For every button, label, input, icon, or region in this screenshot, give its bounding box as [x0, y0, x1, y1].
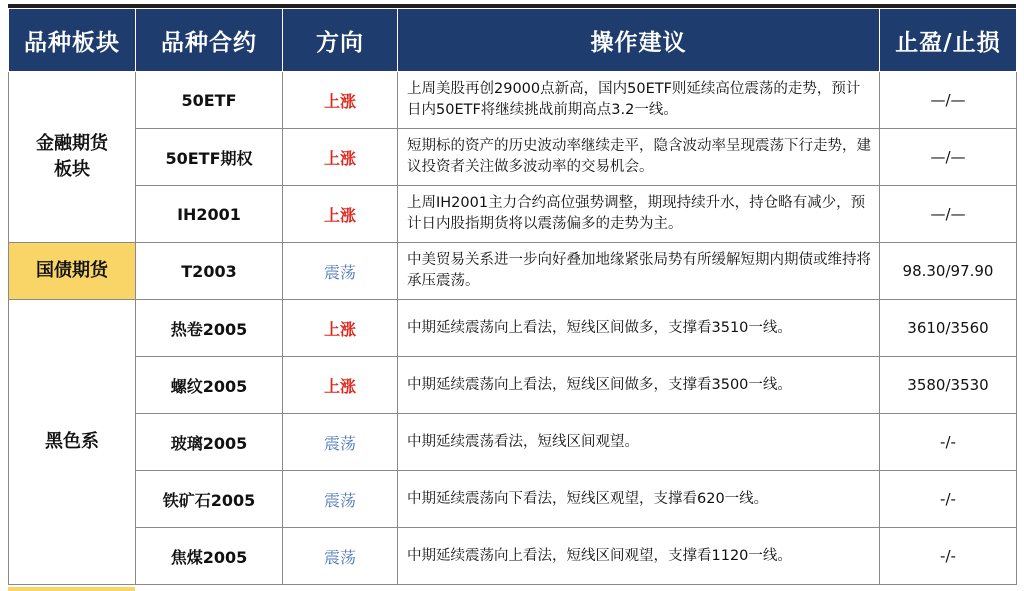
- advice-cell: 中期延续震荡向下看法，短线区观望，支撑看620一线。: [398, 471, 880, 528]
- table-row: [9, 471, 1017, 528]
- header-direction: 方向: [283, 9, 398, 72]
- sector-black: 黑色系: [9, 300, 136, 585]
- direction-cell: 上涨: [283, 300, 398, 357]
- stop-cell: -/-: [880, 414, 1017, 471]
- stop-cell: 98.30/97.90: [880, 243, 1017, 300]
- contract-cell: 铁矿石2005: [136, 471, 283, 528]
- header-contract: 品种合约: [136, 9, 283, 72]
- advice-cell: 中美贸易关系进一步向好叠加地缘紧张局势有所缓解短期内期债或维持将承压震荡。: [398, 243, 880, 300]
- header-row: [9, 9, 1017, 72]
- direction-cell: 上涨: [283, 357, 398, 414]
- table-row: [9, 300, 1017, 357]
- table-row: [9, 129, 1017, 186]
- futures-advice-table: [8, 8, 1017, 585]
- direction-cell: 上涨: [283, 72, 398, 129]
- table-row: [9, 243, 1017, 300]
- stop-cell: -/-: [880, 471, 1017, 528]
- contract-cell: IH2001: [136, 186, 283, 243]
- contract-cell: 焦煤2005: [136, 528, 283, 585]
- contract-cell: 玻璃2005: [136, 414, 283, 471]
- sector-finance: [9, 72, 136, 243]
- stop-cell: 3610/3560: [880, 300, 1017, 357]
- advice-cell: 中期延续震荡向上看法，短线区间观望，支撑看1120一线。: [398, 528, 880, 585]
- header-stop: 止盈/止损: [880, 9, 1017, 72]
- header-sector: 品种板块: [9, 9, 136, 72]
- direction-cell: 震荡: [283, 471, 398, 528]
- advice-cell: 上周IH2001主力合约高位强势调整，期现持续升水，持仓略有减少，预计日内股指期货将以震荡偏多的走势为主。: [398, 186, 880, 243]
- table-row: [9, 186, 1017, 243]
- advice-cell: 中期延续震荡向上看法，短线区间做多，支撑看3500一线。: [398, 357, 880, 414]
- advice-cell: 中期延续震荡向上看法，短线区间做多，支撑看3510一线。: [398, 300, 880, 357]
- direction-cell: 震荡: [283, 243, 398, 300]
- contract-cell: 50ETF: [136, 72, 283, 129]
- table-row: [9, 72, 1017, 129]
- advice-cell: 短期标的资产的历史波动率继续走平，隐含波动率呈现震荡下行走势，建议投资者关注做多波动率的交易机会。: [398, 129, 880, 186]
- contract-cell: 热卷2005: [136, 300, 283, 357]
- stop-cell: —/—: [880, 72, 1017, 129]
- contract-cell: 螺纹2005: [136, 357, 283, 414]
- top-bar: [0, 0, 1024, 8]
- direction-cell: 上涨: [283, 186, 398, 243]
- table-row: [9, 528, 1017, 585]
- header-advice: 操作建议: [398, 9, 880, 72]
- stop-cell: 3580/3530: [880, 357, 1017, 414]
- direction-cell: 震荡: [283, 528, 398, 585]
- sector-label: 金融期货板块: [36, 133, 108, 180]
- contract-cell: 50ETF期权: [136, 129, 283, 186]
- table-row: [9, 357, 1017, 414]
- stop-cell: -/-: [880, 528, 1017, 585]
- direction-cell: 震荡: [283, 414, 398, 471]
- table-row: [9, 414, 1017, 471]
- stop-cell: —/—: [880, 129, 1017, 186]
- stop-cell: —/—: [880, 186, 1017, 243]
- advice-cell: 中期延续震荡看法，短线区间观望。: [398, 414, 880, 471]
- next-sector-strip: [8, 587, 135, 591]
- direction-cell: 上涨: [283, 129, 398, 186]
- advice-cell: 上周美股再创29000点新高，国内50ETF则延续高位震荡的走势，预计日内50ETF将继续挑战前期高点3.2一线。: [398, 72, 880, 129]
- sector-bond: 国债期货: [9, 243, 136, 300]
- contract-cell: T2003: [136, 243, 283, 300]
